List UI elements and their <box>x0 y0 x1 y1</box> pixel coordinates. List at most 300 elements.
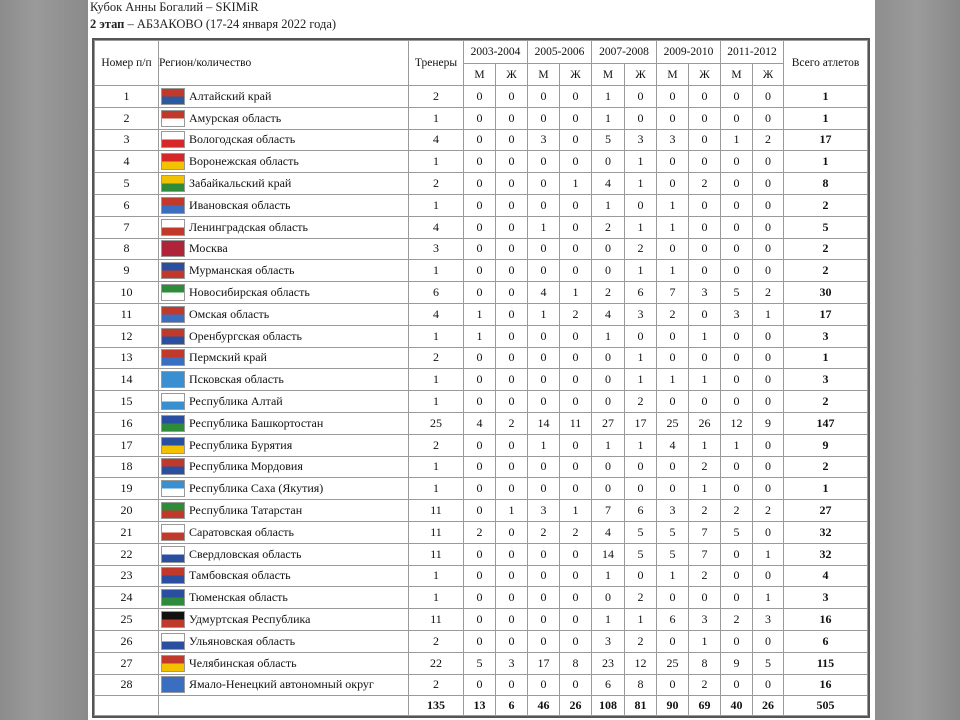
women-count-cell: 0 <box>496 282 528 304</box>
men-count-cell: 14 <box>528 412 560 434</box>
men-count-cell: 0 <box>721 325 753 347</box>
region-cell <box>159 260 409 282</box>
men-count-cell: 2 <box>464 521 496 543</box>
table-row <box>95 391 868 413</box>
women-count-cell: 2 <box>753 129 784 151</box>
region-cell <box>159 674 409 696</box>
men-count-cell: 17 <box>528 652 560 674</box>
women-count-cell: 0 <box>496 565 528 587</box>
total-coaches: 135 <box>409 696 464 716</box>
men-count-cell: 0 <box>464 173 496 195</box>
region-flag-icon <box>161 88 185 105</box>
men-count-cell: 6 <box>592 674 625 696</box>
region-cell <box>159 303 409 325</box>
region-name: Забайкальский край <box>189 176 292 191</box>
women-count-cell: 0 <box>689 303 721 325</box>
men-count-cell: 0 <box>721 369 753 391</box>
men-count-cell: 0 <box>657 391 689 413</box>
men-count-cell: 3 <box>657 129 689 151</box>
women-count-cell: 0 <box>689 151 721 173</box>
total-athletes-cell: 1 <box>784 107 868 129</box>
women-count-cell: 0 <box>496 107 528 129</box>
men-count-cell: 0 <box>528 587 560 609</box>
region-flag-icon <box>161 262 185 279</box>
women-count-cell: 2 <box>560 521 592 543</box>
men-count-cell: 0 <box>464 260 496 282</box>
men-count-cell: 1 <box>657 369 689 391</box>
men-count-cell: 0 <box>464 347 496 369</box>
coaches-cell: 1 <box>409 260 464 282</box>
total-athletes-cell: 32 <box>784 521 868 543</box>
men-count-cell: 1 <box>464 325 496 347</box>
region-name: Мурманская область <box>189 263 295 278</box>
women-count-cell: 2 <box>689 456 721 478</box>
women-count-cell: 0 <box>753 260 784 282</box>
women-count-cell: 0 <box>753 347 784 369</box>
coaches-cell: 22 <box>409 652 464 674</box>
men-count-cell: 2 <box>721 500 753 522</box>
women-count-cell: 6 <box>625 500 657 522</box>
women-count-cell: 0 <box>496 630 528 652</box>
document-title: Кубок Анны Богалий – SKIMiR <box>90 0 259 14</box>
women-count-cell: 0 <box>753 478 784 500</box>
row-number: 25 <box>95 609 159 631</box>
men-count-cell: 0 <box>721 478 753 500</box>
region-flag-icon <box>161 371 185 388</box>
table-row <box>95 369 868 391</box>
header-men: М <box>592 64 625 86</box>
men-count-cell: 0 <box>721 391 753 413</box>
region-flag-icon <box>161 349 185 366</box>
men-count-cell: 5 <box>657 543 689 565</box>
region-cell <box>159 151 409 173</box>
region-flag-icon <box>161 110 185 127</box>
men-count-cell: 0 <box>657 478 689 500</box>
men-count-cell: 1 <box>721 129 753 151</box>
coaches-cell: 1 <box>409 107 464 129</box>
region-name: Псковская область <box>189 372 284 387</box>
region-name: Челябинская область <box>189 655 297 670</box>
women-count-cell: 0 <box>753 630 784 652</box>
men-count-cell: 0 <box>528 565 560 587</box>
men-count-cell: 0 <box>528 347 560 369</box>
men-count-cell: 5 <box>721 521 753 543</box>
men-count-cell: 0 <box>657 587 689 609</box>
coaches-cell: 1 <box>409 391 464 413</box>
left-backdrop <box>0 0 88 720</box>
total-athletes-cell: 16 <box>784 674 868 696</box>
region-cell <box>159 412 409 434</box>
men-count-cell: 0 <box>721 347 753 369</box>
women-count-cell: 0 <box>560 238 592 260</box>
women-count-cell: 0 <box>625 478 657 500</box>
women-count-cell: 0 <box>753 391 784 413</box>
region-flag-icon <box>161 393 185 410</box>
men-count-cell: 1 <box>657 565 689 587</box>
header-women: Ж <box>496 64 528 86</box>
women-count-cell: 0 <box>560 674 592 696</box>
coaches-cell: 11 <box>409 609 464 631</box>
coaches-cell: 1 <box>409 194 464 216</box>
men-count-cell: 4 <box>592 303 625 325</box>
total-athletes-cell: 32 <box>784 543 868 565</box>
women-count-cell: 6 <box>625 282 657 304</box>
women-count-cell: 9 <box>753 412 784 434</box>
region-cell <box>159 521 409 543</box>
women-count-cell: 8 <box>560 652 592 674</box>
stage-label: 2 этап <box>90 17 125 31</box>
region-name: Саратовская область <box>189 524 295 539</box>
women-count-cell: 0 <box>560 107 592 129</box>
men-count-cell: 0 <box>528 609 560 631</box>
women-count-cell: 2 <box>753 282 784 304</box>
men-count-cell: 0 <box>592 391 625 413</box>
men-count-cell: 0 <box>528 86 560 108</box>
women-count-cell: 0 <box>496 609 528 631</box>
region-name: Москва <box>189 241 228 256</box>
table-row <box>95 587 868 609</box>
women-count-cell: 1 <box>753 303 784 325</box>
women-count-cell: 1 <box>560 282 592 304</box>
region-name: Амурская область <box>189 110 282 125</box>
women-count-cell: 0 <box>753 86 784 108</box>
men-count-cell: 0 <box>657 238 689 260</box>
coaches-cell: 4 <box>409 303 464 325</box>
men-count-cell: 0 <box>464 630 496 652</box>
region-flag-icon <box>161 611 185 628</box>
men-count-cell: 0 <box>528 325 560 347</box>
region-cell <box>159 325 409 347</box>
women-count-cell: 1 <box>753 543 784 565</box>
men-count-cell: 5 <box>721 282 753 304</box>
region-cell <box>159 129 409 151</box>
women-count-cell: 8 <box>625 674 657 696</box>
women-count-cell: 0 <box>496 434 528 456</box>
men-count-cell: 0 <box>721 543 753 565</box>
men-count-cell: 1 <box>528 434 560 456</box>
women-count-cell: 0 <box>689 86 721 108</box>
women-count-cell: 7 <box>689 521 721 543</box>
women-count-cell: 5 <box>625 521 657 543</box>
women-count-cell: 0 <box>560 630 592 652</box>
men-count-cell: 25 <box>657 412 689 434</box>
coaches-cell: 2 <box>409 434 464 456</box>
women-count-cell: 0 <box>625 565 657 587</box>
men-count-cell: 0 <box>592 587 625 609</box>
region-flag-icon <box>161 284 185 301</box>
men-count-cell: 0 <box>721 587 753 609</box>
row-number: 6 <box>95 194 159 216</box>
women-count-cell: 1 <box>496 500 528 522</box>
region-name: Вологодская область <box>189 132 296 147</box>
women-count-cell: 0 <box>753 434 784 456</box>
women-count-cell: 0 <box>625 325 657 347</box>
men-count-cell: 0 <box>464 391 496 413</box>
total-athletes-cell: 4 <box>784 565 868 587</box>
women-count-cell: 0 <box>496 325 528 347</box>
region-name: Тюменская область <box>189 590 288 605</box>
right-backdrop <box>875 0 960 720</box>
row-number: 19 <box>95 478 159 500</box>
total-athletes-cell: 2 <box>784 194 868 216</box>
region-name: Республика Мордовия <box>189 459 303 474</box>
women-count-cell: 0 <box>753 107 784 129</box>
men-count-cell: 0 <box>464 216 496 238</box>
men-count-cell: 14 <box>592 543 625 565</box>
coaches-cell: 11 <box>409 521 464 543</box>
coaches-cell: 2 <box>409 86 464 108</box>
men-count-cell: 0 <box>464 543 496 565</box>
men-count-cell: 4 <box>592 173 625 195</box>
row-number: 24 <box>95 587 159 609</box>
region-cell <box>159 369 409 391</box>
coaches-cell: 1 <box>409 565 464 587</box>
men-count-cell: 0 <box>657 86 689 108</box>
men-count-cell: 0 <box>721 173 753 195</box>
men-count-cell: 0 <box>657 173 689 195</box>
women-count-cell: 0 <box>496 303 528 325</box>
table-row <box>95 456 868 478</box>
women-count-cell: 1 <box>689 325 721 347</box>
header-year-group: 2003-2004 <box>464 41 528 64</box>
region-flag-icon <box>161 458 185 475</box>
women-count-cell: 1 <box>625 173 657 195</box>
total-men-cell: 108 <box>592 696 625 716</box>
women-count-cell: 5 <box>753 652 784 674</box>
men-count-cell: 0 <box>464 434 496 456</box>
region-flag-icon <box>161 175 185 192</box>
men-count-cell: 1 <box>592 86 625 108</box>
region-flag-icon <box>161 502 185 519</box>
region-cell <box>159 194 409 216</box>
women-count-cell: 0 <box>560 565 592 587</box>
table-row <box>95 630 868 652</box>
women-count-cell: 0 <box>689 260 721 282</box>
women-count-cell: 0 <box>496 543 528 565</box>
women-count-cell: 1 <box>625 347 657 369</box>
women-count-cell: 2 <box>560 303 592 325</box>
women-count-cell: 1 <box>625 151 657 173</box>
men-count-cell: 0 <box>464 194 496 216</box>
region-name: Новосибирская область <box>189 285 310 300</box>
coaches-cell: 1 <box>409 151 464 173</box>
women-count-cell: 2 <box>625 238 657 260</box>
men-count-cell: 0 <box>464 456 496 478</box>
table-row <box>95 543 868 565</box>
women-count-cell: 1 <box>689 434 721 456</box>
women-count-cell: 0 <box>625 456 657 478</box>
women-count-cell: 0 <box>496 129 528 151</box>
coaches-cell: 1 <box>409 325 464 347</box>
women-count-cell: 0 <box>496 216 528 238</box>
women-count-cell: 0 <box>496 194 528 216</box>
women-count-cell: 1 <box>560 173 592 195</box>
men-count-cell: 0 <box>721 238 753 260</box>
men-count-cell: 0 <box>528 674 560 696</box>
women-count-cell: 0 <box>496 238 528 260</box>
men-count-cell: 0 <box>721 86 753 108</box>
men-count-cell: 3 <box>657 500 689 522</box>
men-count-cell: 1 <box>592 609 625 631</box>
region-cell <box>159 456 409 478</box>
men-count-cell: 0 <box>464 238 496 260</box>
region-name: Ульяновская область <box>189 633 296 648</box>
women-count-cell: 0 <box>689 107 721 129</box>
men-count-cell: 0 <box>528 238 560 260</box>
women-count-cell: 0 <box>560 543 592 565</box>
header-women: Ж <box>560 64 592 86</box>
men-count-cell: 0 <box>528 173 560 195</box>
women-count-cell: 1 <box>625 216 657 238</box>
men-count-cell: 1 <box>592 565 625 587</box>
men-count-cell: 0 <box>464 674 496 696</box>
men-count-cell: 0 <box>721 565 753 587</box>
men-count-cell: 23 <box>592 652 625 674</box>
women-count-cell: 3 <box>625 303 657 325</box>
stage-details: – АБЗАКОВО (17-24 января 2022 года) <box>124 17 337 31</box>
women-count-cell: 0 <box>560 151 592 173</box>
women-count-cell: 0 <box>560 456 592 478</box>
men-count-cell: 1 <box>592 325 625 347</box>
table-row <box>95 282 868 304</box>
header-men: М <box>657 64 689 86</box>
table-row <box>95 107 868 129</box>
region-flag-icon <box>161 589 185 606</box>
women-count-cell: 11 <box>560 412 592 434</box>
men-count-cell: 0 <box>657 347 689 369</box>
table-row <box>95 216 868 238</box>
region-name: Тамбовская область <box>189 568 291 583</box>
table-row <box>95 86 868 108</box>
region-cell <box>159 282 409 304</box>
row-number: 14 <box>95 369 159 391</box>
women-count-cell: 2 <box>753 500 784 522</box>
total-athletes-cell: 1 <box>784 347 868 369</box>
table-row <box>95 129 868 151</box>
row-number: 11 <box>95 303 159 325</box>
region-name: Пермский край <box>189 350 267 365</box>
women-count-cell: 1 <box>689 630 721 652</box>
row-number: 4 <box>95 151 159 173</box>
women-count-cell: 0 <box>560 434 592 456</box>
women-count-cell: 0 <box>560 194 592 216</box>
region-flag-icon <box>161 633 185 650</box>
men-count-cell: 0 <box>528 456 560 478</box>
women-count-cell: 0 <box>496 173 528 195</box>
men-count-cell: 0 <box>464 609 496 631</box>
men-count-cell: 2 <box>721 609 753 631</box>
table-row <box>95 151 868 173</box>
men-count-cell: 0 <box>721 107 753 129</box>
women-count-cell: 0 <box>689 129 721 151</box>
women-count-cell: 0 <box>753 194 784 216</box>
women-count-cell: 1 <box>689 369 721 391</box>
region-cell <box>159 543 409 565</box>
table-row <box>95 347 868 369</box>
coaches-cell: 3 <box>409 238 464 260</box>
men-count-cell: 4 <box>592 521 625 543</box>
region-cell <box>159 216 409 238</box>
row-number: 7 <box>95 216 159 238</box>
women-count-cell: 0 <box>496 369 528 391</box>
row-number: 28 <box>95 674 159 696</box>
men-count-cell: 7 <box>657 282 689 304</box>
region-flag-icon <box>161 415 185 432</box>
region-flag-icon <box>161 546 185 563</box>
men-count-cell: 0 <box>464 587 496 609</box>
region-name: Алтайский край <box>189 88 272 103</box>
men-count-cell: 0 <box>528 478 560 500</box>
women-count-cell: 0 <box>560 260 592 282</box>
total-men-cell: 46 <box>528 696 560 716</box>
women-count-cell: 0 <box>689 238 721 260</box>
row-number: 20 <box>95 500 159 522</box>
coaches-cell: 1 <box>409 478 464 500</box>
men-count-cell: 0 <box>592 260 625 282</box>
women-count-cell: 0 <box>560 347 592 369</box>
coaches-cell: 2 <box>409 347 464 369</box>
women-count-cell: 17 <box>625 412 657 434</box>
region-cell <box>159 391 409 413</box>
region-name: Республика Татарстан <box>189 503 303 518</box>
results-table-frame <box>92 38 870 718</box>
women-count-cell: 0 <box>753 151 784 173</box>
women-count-cell: 3 <box>625 129 657 151</box>
men-count-cell: 0 <box>657 674 689 696</box>
men-count-cell: 0 <box>592 369 625 391</box>
men-count-cell: 4 <box>464 412 496 434</box>
region-name: Свердловская область <box>189 546 302 561</box>
total-athletes-cell: 2 <box>784 238 868 260</box>
coaches-cell: 4 <box>409 129 464 151</box>
grand-total: 505 <box>784 696 868 716</box>
table-row <box>95 478 868 500</box>
table-row <box>95 500 868 522</box>
women-count-cell: 0 <box>560 369 592 391</box>
men-count-cell: 0 <box>657 325 689 347</box>
empty-cell <box>95 696 159 716</box>
total-athletes-cell: 8 <box>784 173 868 195</box>
men-count-cell: 0 <box>464 369 496 391</box>
total-athletes-cell: 2 <box>784 260 868 282</box>
table-row <box>95 434 868 456</box>
header-women: Ж <box>625 64 657 86</box>
men-count-cell: 0 <box>528 543 560 565</box>
men-count-cell: 2 <box>528 521 560 543</box>
table-row <box>95 194 868 216</box>
women-count-cell: 3 <box>753 609 784 631</box>
table-row <box>95 521 868 543</box>
row-number: 27 <box>95 652 159 674</box>
women-count-cell: 2 <box>496 412 528 434</box>
men-count-cell: 1 <box>657 216 689 238</box>
men-count-cell: 0 <box>657 630 689 652</box>
men-count-cell: 0 <box>464 282 496 304</box>
region-name: Ивановская область <box>189 197 291 212</box>
women-count-cell: 0 <box>560 129 592 151</box>
women-count-cell: 0 <box>689 194 721 216</box>
women-count-cell: 0 <box>689 216 721 238</box>
women-count-cell: 0 <box>753 325 784 347</box>
men-count-cell: 7 <box>592 500 625 522</box>
women-count-cell: 0 <box>560 325 592 347</box>
region-flag-icon <box>161 437 185 454</box>
men-count-cell: 3 <box>528 500 560 522</box>
men-count-cell: 0 <box>721 674 753 696</box>
men-count-cell: 0 <box>592 238 625 260</box>
region-cell <box>159 587 409 609</box>
women-count-cell: 0 <box>560 609 592 631</box>
